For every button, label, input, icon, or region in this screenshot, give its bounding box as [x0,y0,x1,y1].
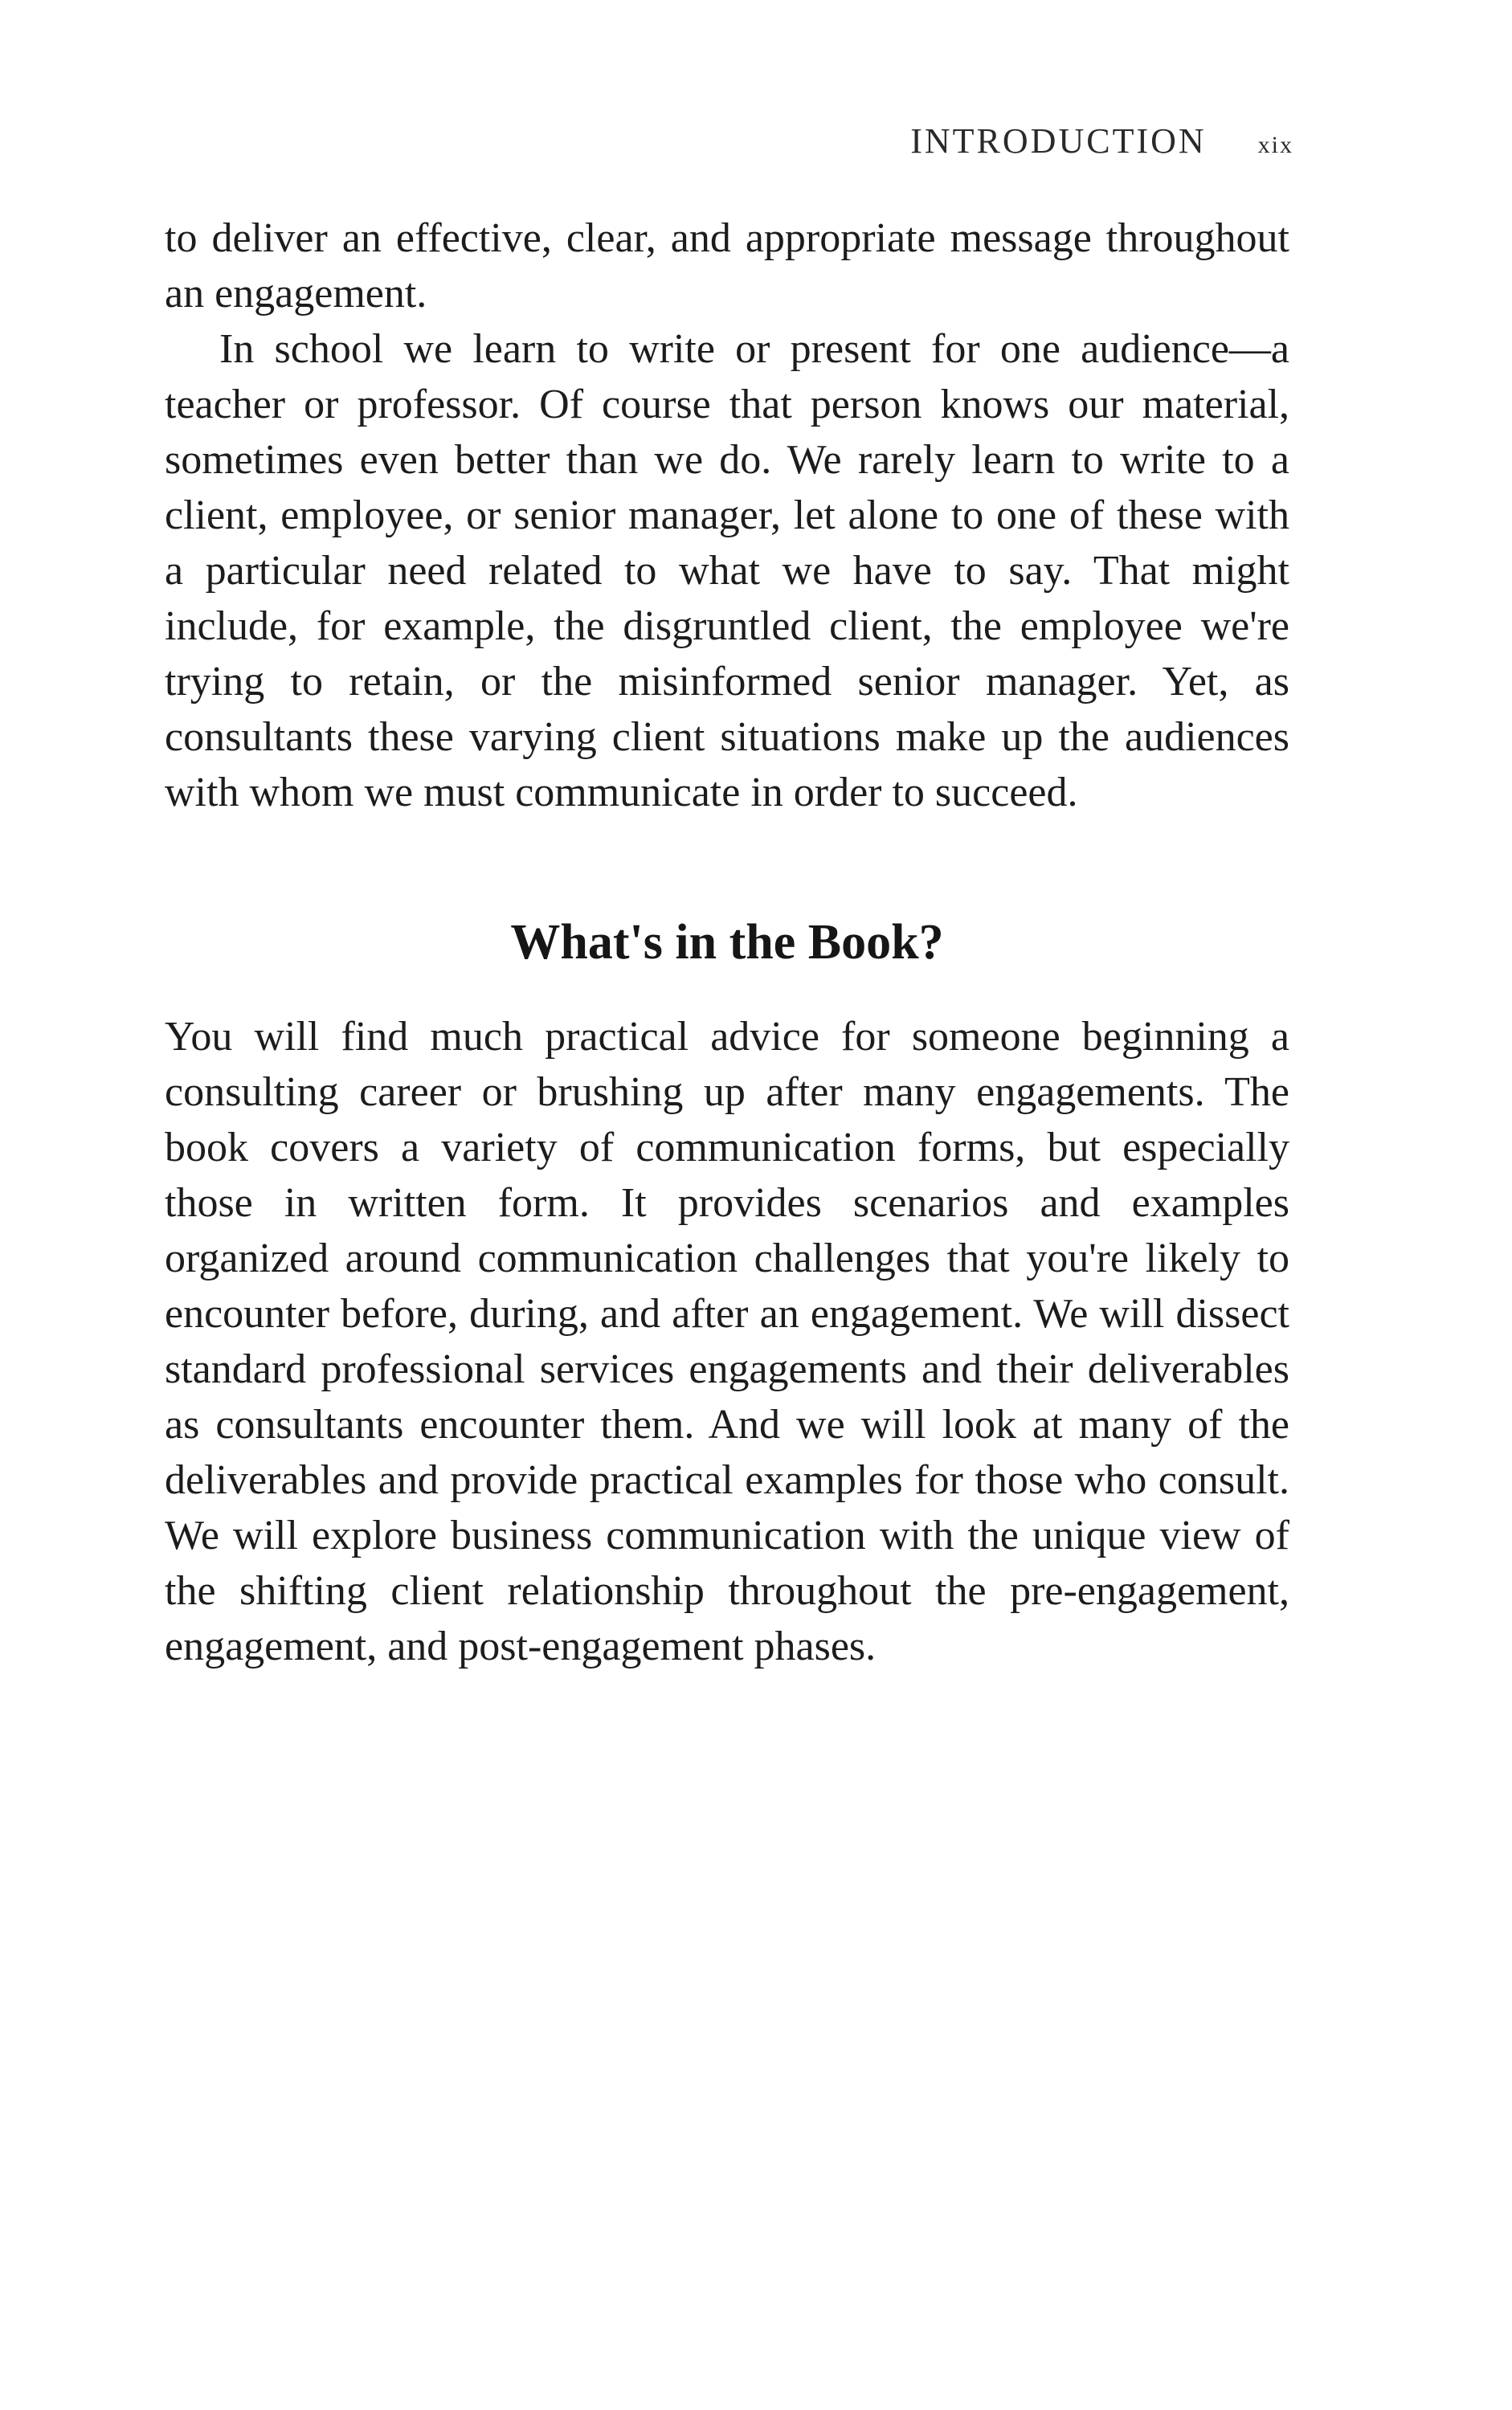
section-heading: What's in the Book? [510,915,944,970]
paragraph-school-audience: In school we learn to write or present for one audience—a teacher or professor. Of course that person knows our material, sometimes even better than we do. We rarely learn to write to a client, employee, or senior manager, let alone to one of these with a particular need related to what we have to say. That might include, for example, the disgruntled client, the employee we're trying to retain, or the misinformed senior manager. Yet, as consultants these varying client situations make up the audiences with whom we must communicate in order to succeed. [165,326,1289,815]
running-title: INTRODUCTION [910,121,1207,161]
paragraph-continued: to deliver an effective, clear, and appropriate message throughout an engagement. [165,215,1289,317]
running-head [910,120,1293,161]
paragraph-book-overview: You will find much practical advice for someone beginning a consulting career or brushing up after many engagements. The book covers a variety of communication forms, but especially those in written form. It provides scenarios and examples organized around communication challenges that you're likely to encounter before, during, and after an engagement. We will dissect standard professional services engagements and their deliverables as consultants encounter them. And we will look at many of the deliverables and provide practical examples for those who consult. We will explore business communication with the unique view of the shifting client relationship throughout the pre-engagement, engagement, and post-engagement phases. [165,1014,1289,1669]
page-body [165,210,1289,1674]
page-number: xix [1257,132,1293,158]
